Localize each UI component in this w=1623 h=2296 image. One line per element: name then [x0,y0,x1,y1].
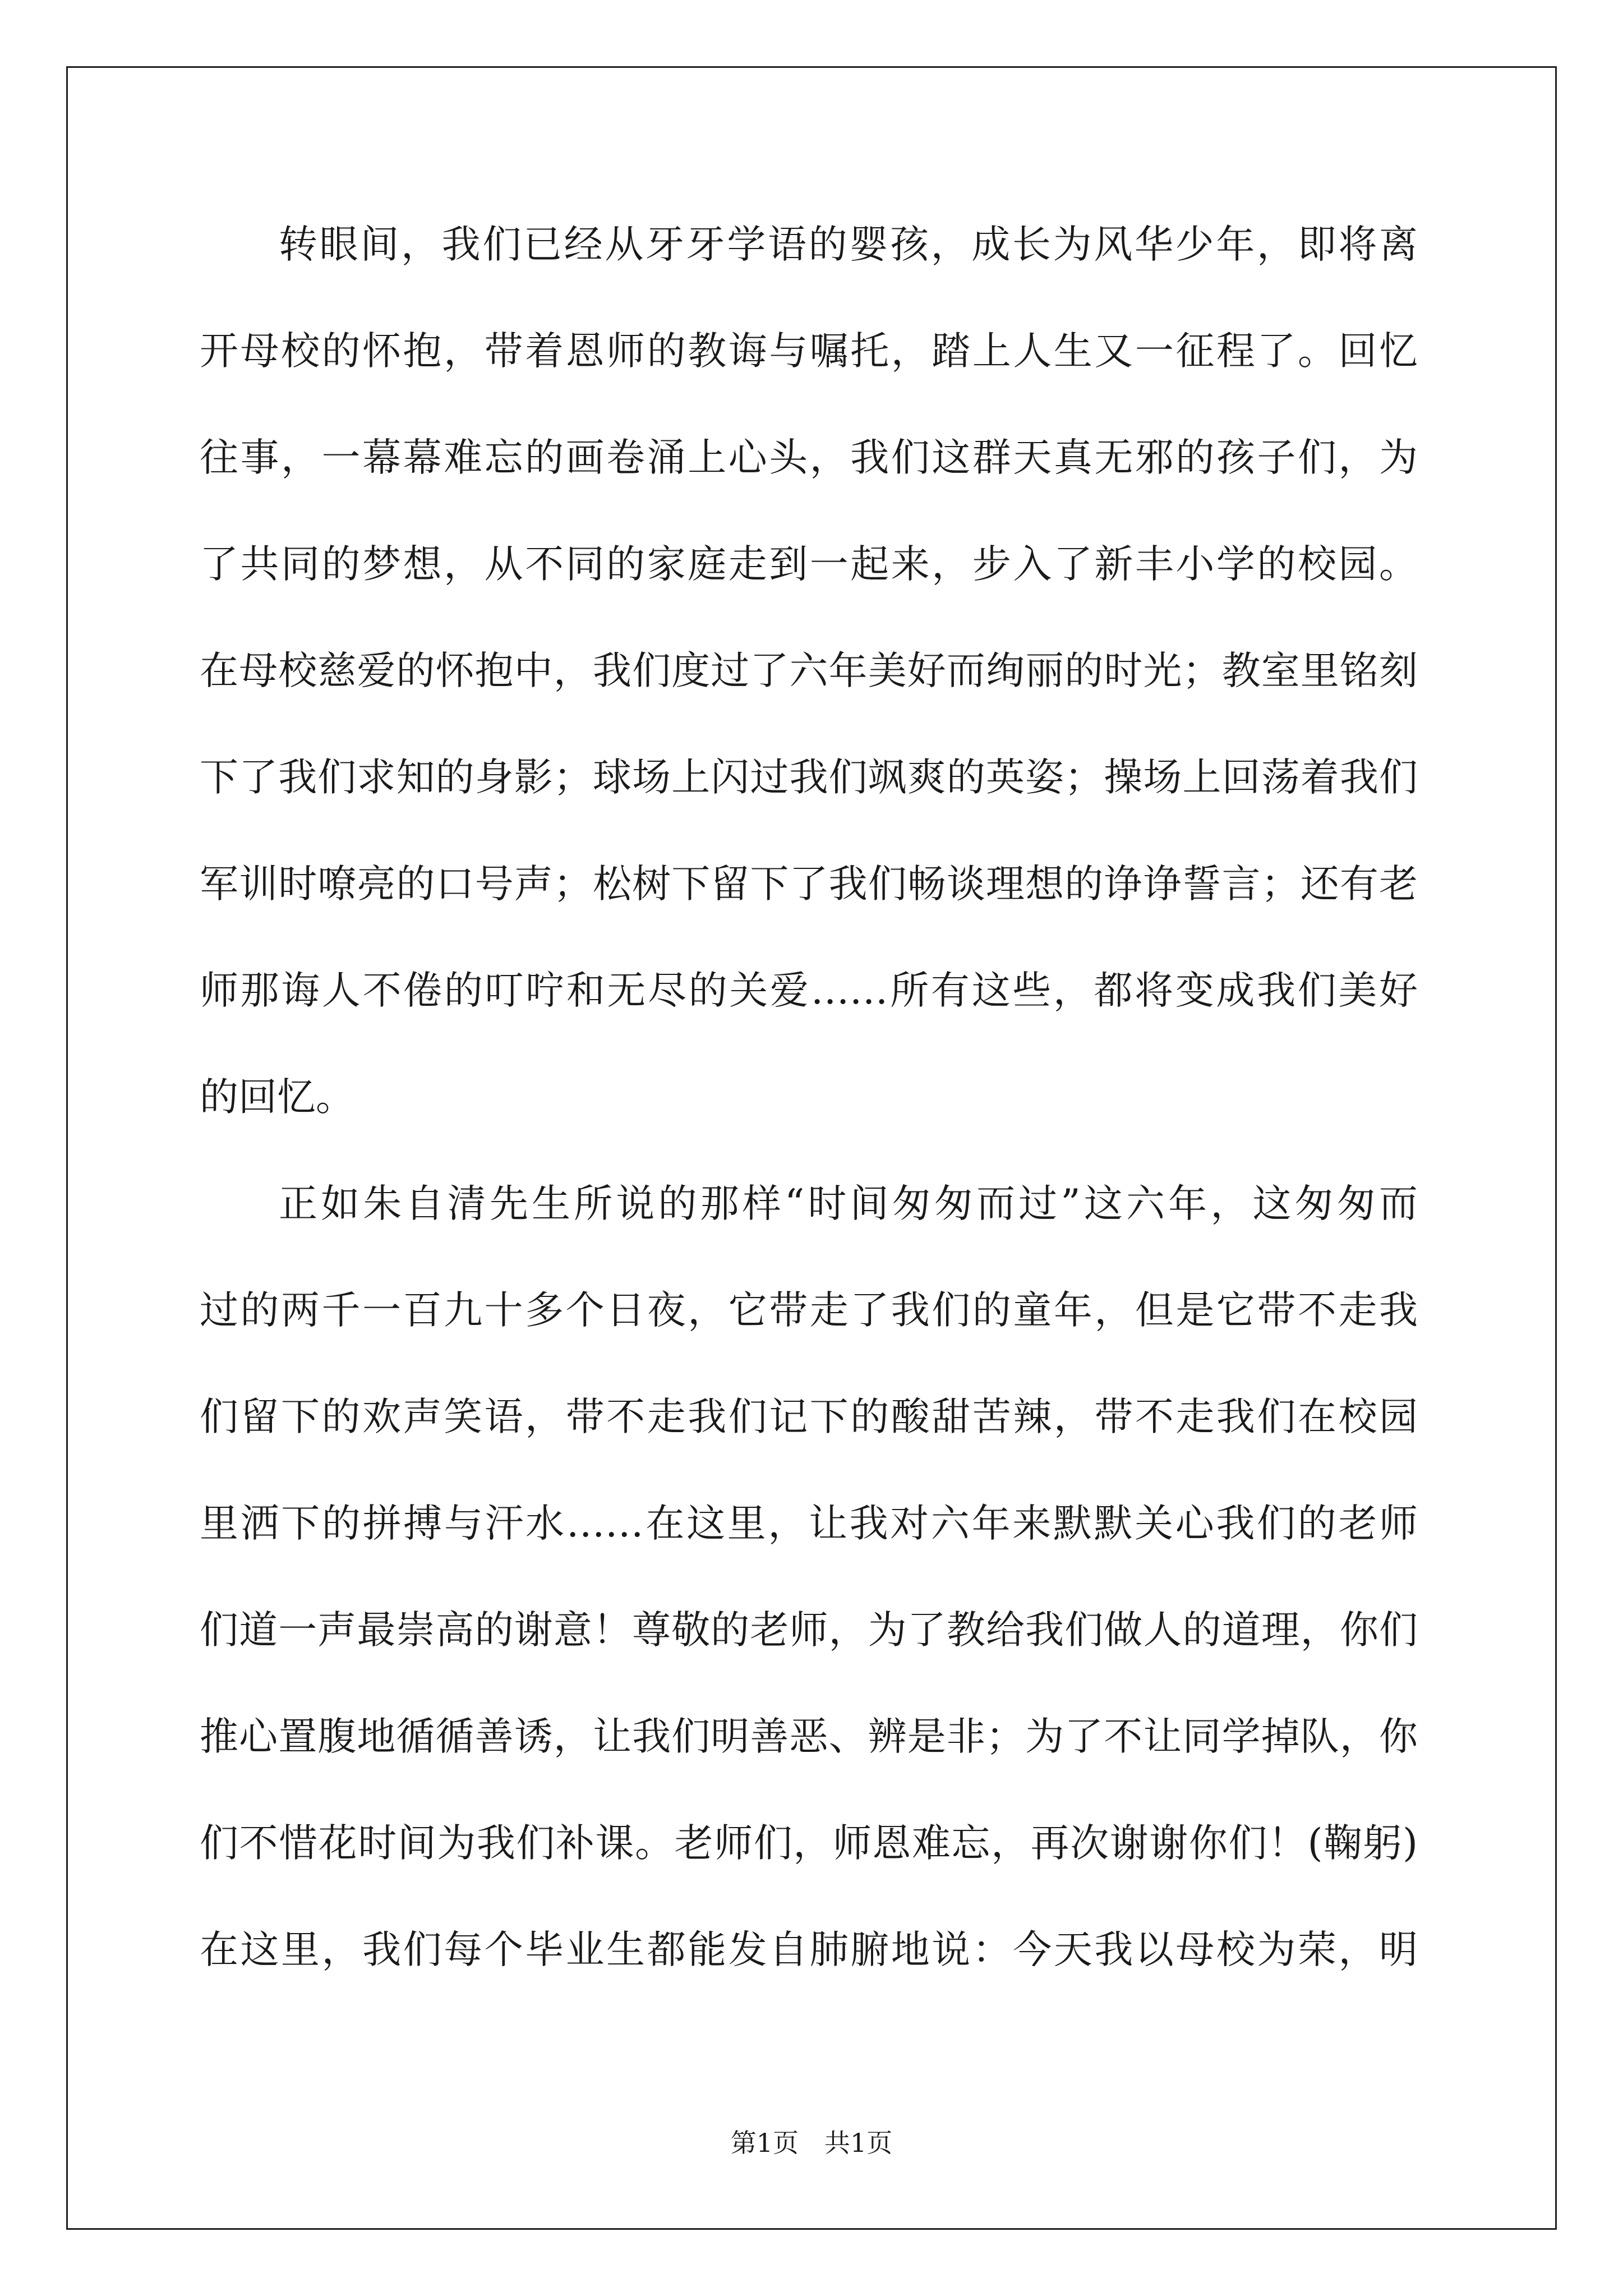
text-line: 们留下的欢声笑语，带不走我们记下的酸甜苦辣，带不走我们在校园 [200,1395,1418,1439]
text-line: 开母校的怀抱，带着恩师的教诲与嘱托，踏上人生又一征程了。回忆 [200,329,1418,374]
text-line: 们道一声最崇高的谢意！尊敬的老师，为了教给我们做人的道理，你们 [200,1608,1418,1653]
page-number: 第1页 共1页 [730,2128,893,2158]
page-border [66,66,1557,2230]
text-line: 了共同的梦想，从不同的家庭走到一起来，步入了新丰小学的校园。 [200,542,1418,587]
text-line: 们不惜花时间为我们补课。老师们，师恩难忘，再次谢谢你们！(鞠躬) [200,1821,1418,1866]
text-line: 往事，一幕幕难忘的画卷涌上心头，我们这群天真无邪的孩子们，为 [200,435,1418,480]
text-line: 转眼间，我们已经从牙牙学语的婴孩，成长为风华少年，即将离 [279,222,1418,267]
text-line: 里洒下的拼搏与汗水……在这里，让我对六年来默默关心我们的老师 [200,1501,1418,1546]
text-line: 师那诲人不倦的叮咛和无尽的关爱……所有这些，都将变成我们美好 [200,968,1418,1013]
text-line: 过的两千一百九十多个日夜，它带走了我们的童年，但是它带不走我 [200,1288,1418,1333]
text-line: 在母校慈爱的怀抱中，我们度过了六年美好而绚丽的时光；教室里铭刻 [200,648,1418,693]
text-line: 在这里，我们每个毕业生都能发自肺腑地说：今天我以母校为荣，明 [200,1927,1418,1972]
text-line: 的回忆。 [200,1075,354,1120]
text-line: 正如朱自清先生所说的那样“时间匆匆而过”这六年，这匆匆而 [279,1181,1418,1226]
text-line: 推心置腹地循循善诱，让我们明善恶、辨是非；为了不让同学掉队，你 [200,1714,1418,1759]
text-line: 军训时嘹亮的口号声；松树下留下了我们畅谈理想的诤诤誓言；还有老 [200,862,1418,907]
text-line: 下了我们求知的身影；球场上闪过我们飒爽的英姿；操场上回荡着我们 [200,755,1418,800]
